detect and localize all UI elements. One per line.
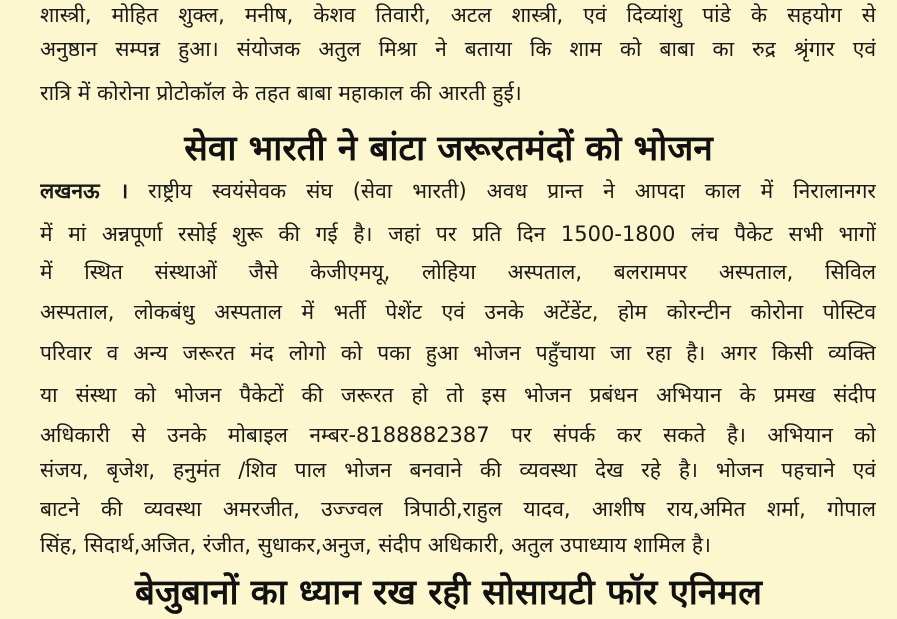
article2-line-8: संजय, बृजेश, हनुमंत /शिव पाल भोजन बनवाने की व्यवस्था देख रहे है। भोजन पहचाने एवं (40, 458, 876, 482)
article2-line-6: या संस्था को भोजन पैकेटों की जरूरत हो तो इस भोजन प्रबंधन अभियान के प्रमख संदीप (40, 383, 876, 407)
article2-line-3: में स्थित संस्थाओं जैसे केजीएमयू, लोहिया अस्पताल, बलरामपर अस्पताल, सिविल (40, 260, 876, 284)
article2-line-1 (40, 176, 876, 206)
article1-line-1: शास्त्री, मोहित शुक्ल, मनीष, केशव तिवारी, अटल शास्त्री, एवं दिव्यांशु पांडे के सहयोग से (40, 3, 876, 27)
article3-headline: बेजुबानों का ध्यान रख रही सोसायटी फॉर एनिमल (135, 573, 762, 613)
article2-line-5: परिवार व अन्य जरूरत मंद लोगो को पका हुआ भोजन पहुँचाया जा रहा है। अगर किसी व्यक्ति (40, 341, 876, 365)
article2-line-4: अस्पताल, लोकबंधु अस्पताल में भर्ती पेशेंट एवं उनके अटेंडेंट, होम कोरन्टीन कोरोना पोस्टिव (40, 300, 876, 324)
article2-line-9: बाटने की व्यवस्था अमरजीत, उज्ज्वल त्रिपाठी,राहुल यादव, आशीष राय,अमित शर्मा, गोपाल (40, 497, 876, 521)
article2-headline: सेवा भारती ने बांटा जरूरतमंदों को भोजन (184, 129, 713, 169)
article2-line-2: में मां अन्नपूर्णा रसोई शुरू की गई है। जहां पर प्रति दिन 1500-1800 लंच पैकेट सभी भागों (40, 222, 876, 246)
article1-line-3: रात्रि में कोरोना प्रोटोकॉल के तहत बाबा महाकाल की आरती हुई। (40, 81, 522, 105)
article2-line-7: अधिकारी से उनके मोबाइल नम्बर-8188882387 पर संपर्क कर सकते है। अभियान को (40, 423, 876, 447)
article2-line-10: सिंह, सिदार्थ,अजित, रंजीत, सुधाकर,अनुज, संदीप अधिकारी, अतुल उपाध्याय शामिल है। (40, 533, 711, 557)
article2-line-1-text: राष्ट्रीय स्वयंसेवक संघ (सेवा भारती) अवध प्रान्त ने आपदा काल में निरालानगर (128, 179, 876, 203)
article1-line-2: अनुष्ठान सम्पन्न हुआ। संयोजक अतुल मिश्रा ने बताया कि शाम को बाबा का रुद्र श्रृंगार एवं (40, 37, 876, 61)
article2-dateline: लखनऊ । (40, 179, 129, 203)
